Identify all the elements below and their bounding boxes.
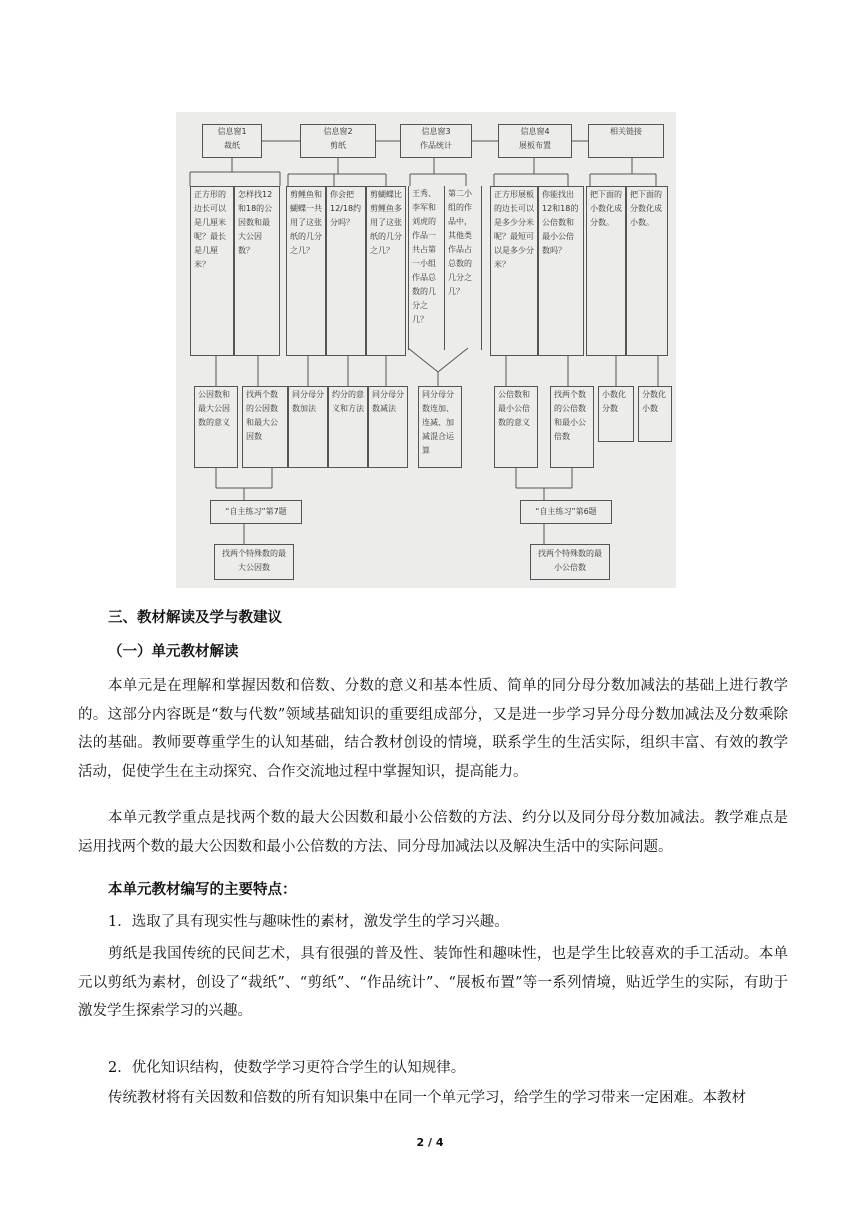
question-box: 怎样找12和18的公因数和最大公因数？: [234, 186, 280, 356]
question-box: 正方形展板的边长可以是多少分米呢？最短可以是多少分米？: [490, 186, 538, 356]
question-box: 把下面的小数化成分数。: [586, 186, 626, 356]
question-box: 正方形的边长可以是几厘米呢？最长是几厘米？: [190, 186, 234, 356]
question-box: 剪鲤鱼和蝴蝶一共用了这张纸的几分之几？: [286, 186, 326, 356]
knowledge-box: 同分母分数减法: [368, 386, 408, 468]
info-window-title: 信息窗2: [323, 127, 353, 136]
point-heading: 2．优化知识结构，使数学学习更符合学生的认知规律。: [108, 1060, 466, 1076]
info-window-title: 信息窗1: [217, 127, 247, 136]
info-window-2-box: [300, 124, 376, 158]
related-links-box: [588, 124, 664, 158]
knowledge-box: 同分母分数连加、连减、加减混合运算: [418, 386, 462, 468]
knowledge-box: 公倍数和最小公倍数的意义: [494, 386, 538, 468]
info-window-3-box: [400, 124, 472, 158]
question-box: 你会把12/18约分吗？: [326, 186, 366, 356]
knowledge-structure-diagram: [176, 112, 676, 588]
info-window-subtitle: 裁纸: [224, 141, 240, 150]
paragraph: 本单元教学重点是找两个数的最大公因数和最小公倍数的方法、约分以及同分母分数加减法。教学难点是运用找两个数的最大公因数和最小公倍数的方法、同分母加减法以及解决生活中的实际问题。: [78, 810, 788, 855]
question-box: 王秀、李军和刘虎的作品一共占第一小组作品总数的几分之几？: [408, 186, 444, 350]
info-window-subtitle: 作品统计: [420, 141, 452, 150]
info-window-title: 信息窗3: [421, 127, 451, 136]
knowledge-box: 小数化分数: [598, 386, 634, 442]
question-box: 把下面的分数化成小数。: [626, 186, 668, 356]
section-heading: 三、教材解读及学与教建议: [108, 609, 282, 626]
knowledge-box: 找两个数的公倍数和最小公倍数: [550, 386, 594, 468]
paragraph: 本单元是在理解和掌握因数和倍数、分数的意义和基本性质、简单的同分母分数加减法的基础上进行教学的。这部分内容既是“数与代数”领域基础知识的重要组成部分，又是进一步学习异分母分数加减法及分数乘除法的基础。教师要尊重学生的认知基础，结合教材创设的情境，联系学生的生活实际，组织丰富、有效的教学活动，促使学生在主动探究、合作交流地过程中掌握知识，提高能力。: [78, 678, 788, 780]
features-heading: 本单元教材编写的主要特点：: [108, 881, 297, 898]
page-number: 2 / 4: [416, 1136, 444, 1149]
question-box: 你能找出12和18的公倍数和最小公倍数吗？: [538, 186, 584, 356]
info-window-4-box: [498, 124, 572, 158]
question-box: 剪蝴蝶比剪鲤鱼多用了这张纸的几分之几？: [366, 186, 406, 356]
knowledge-box: 约分的意义和方法: [328, 386, 368, 468]
question-box: 第二小组的作品中，其他类作品占总数的几分之几？: [444, 186, 482, 350]
info-window-title: 相关链接: [610, 127, 642, 136]
info-window-title: 信息窗4: [520, 127, 550, 136]
paragraph: 剪纸是我国传统的民间艺术，具有很强的普及性、装饰性和趣味性，也是学生比较喜欢的手工活动。本单元以剪纸为素材，创设了“裁纸”、“剪纸”、“作品统计”、“展板布置”等一系列情境，贴近学生的实际，有助于激发学生探索学习的兴趣。: [78, 946, 788, 1019]
paragraph: 传统教材将有关因数和倍数的所有知识集中在同一个单元学习，给学生的学习带来一定困难。本教材: [108, 1090, 746, 1106]
knowledge-box: 公因数和最大公因数的意义: [194, 386, 238, 468]
knowledge-box: 分数化小数: [638, 386, 672, 442]
knowledge-box: 同分母分数加法: [288, 386, 328, 468]
practice-box: “自主练习”第7题: [210, 500, 302, 524]
knowledge-box: 找两个数的公因数和最大公因数: [242, 386, 288, 468]
info-window-1-box: [202, 124, 262, 158]
practice-box: “自主练习”第6题: [520, 500, 612, 524]
special-number-box: 找两个特殊数的最大公因数: [214, 544, 294, 580]
info-window-subtitle: 展板布置: [519, 141, 551, 150]
special-number-box: 找两个特殊数的最小公倍数: [530, 544, 610, 580]
info-window-subtitle: 剪纸: [330, 141, 346, 150]
point-heading: 1．选取了具有现实性与趣味性的素材，激发学生的学习兴趣。: [108, 914, 509, 930]
subsection-heading: （一）单元教材解读: [108, 643, 239, 660]
